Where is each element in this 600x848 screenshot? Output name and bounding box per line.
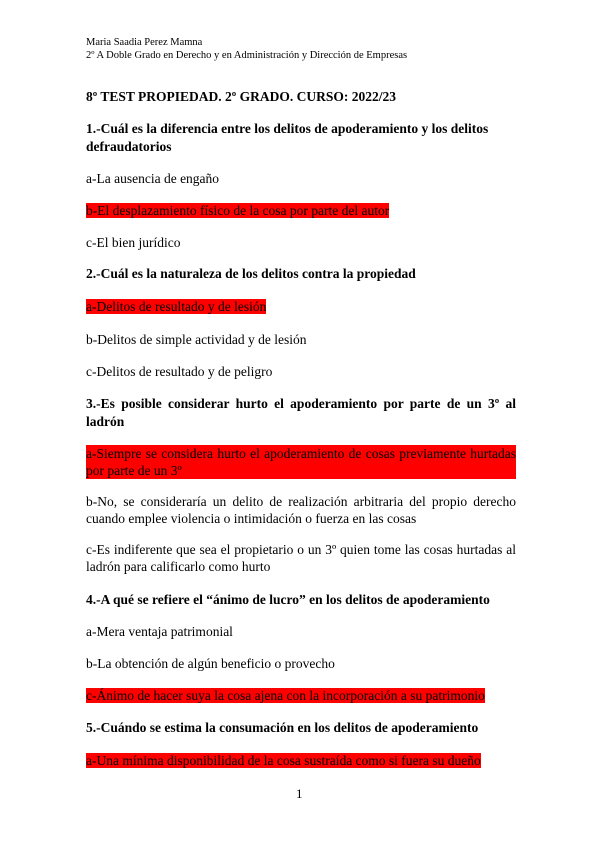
question-2: 2.-Cuál es la naturaleza de los delitos contra la propiedad xyxy=(86,266,416,281)
question-5: 5.-Cuándo se estima la consumación en los delitos de apoderamiento xyxy=(86,720,479,735)
q1-option-a: a-La ausencia de engaño xyxy=(86,171,220,186)
question-4: 4.-A qué se refiere el “ánimo de lucro” en los delitos de apoderamiento xyxy=(86,592,490,607)
q4-option-a: a-Mera ventaja patrimonial xyxy=(86,624,233,639)
q2-option-a-correct xyxy=(86,298,516,315)
question-1: 1.-Cuál es la diferencia entre los delitos de apoderamiento y los delitos defraudatorios xyxy=(86,121,489,154)
q5-option-a-correct xyxy=(86,752,516,769)
page-number: 1 xyxy=(296,786,303,801)
author-name: Maria Saadia Perez Mamna xyxy=(86,37,203,48)
q1-option-b-text: b-El desplazamiento físico de la cosa por parte del autor xyxy=(86,203,390,218)
q3-option-a-correct: a-Siempre se considera hurto el apoderamiento de cosas previamente hurtadas por parte de un 3º xyxy=(86,446,516,478)
page-header xyxy=(86,36,407,62)
question-3: 3.-Es posible considerar hurto el apoderamiento por parte de un 3º al ladrón xyxy=(86,396,516,429)
q3-option-c: c-Es indiferente que sea el propietario o un 3º quien tome las cosas hurtadas al ladrón para calificarlo como hurto xyxy=(86,542,516,574)
q2-option-c: c-Delitos de resultado y de peligro xyxy=(86,364,273,379)
q2-option-b: b-Delitos de simple actividad y de lesión xyxy=(86,332,307,347)
q1-option-c: c-El bien jurídico xyxy=(86,235,181,250)
q3-option-b: b-No, se consideraría un delito de realización arbitraria del propio derecho cuando emplee violencia o intimidación o fuerza en las cosas xyxy=(86,494,516,526)
test-title: 8º TEST PROPIEDAD. 2º GRADO. CURSO: 2022/23 xyxy=(86,89,396,104)
q4-option-c-text: c-Ánimo de hacer suya la cosa ajena con la incorporación a su patrimonio xyxy=(86,688,485,703)
q1-option-b-correct xyxy=(86,202,516,219)
q4-option-c-correct xyxy=(86,687,516,704)
program-name: 2º A Doble Grado en Derecho y en Administración y Dirección de Empresas xyxy=(86,50,408,61)
q2-option-a-text: a-Delitos de resultado y de lesión xyxy=(86,299,267,314)
q4-option-b: b-La obtención de algún beneficio o provecho xyxy=(86,656,335,671)
q5-option-a-text: a-Una mínima disponibilidad de la cosa sustraída como si fuera su dueño xyxy=(86,753,481,768)
